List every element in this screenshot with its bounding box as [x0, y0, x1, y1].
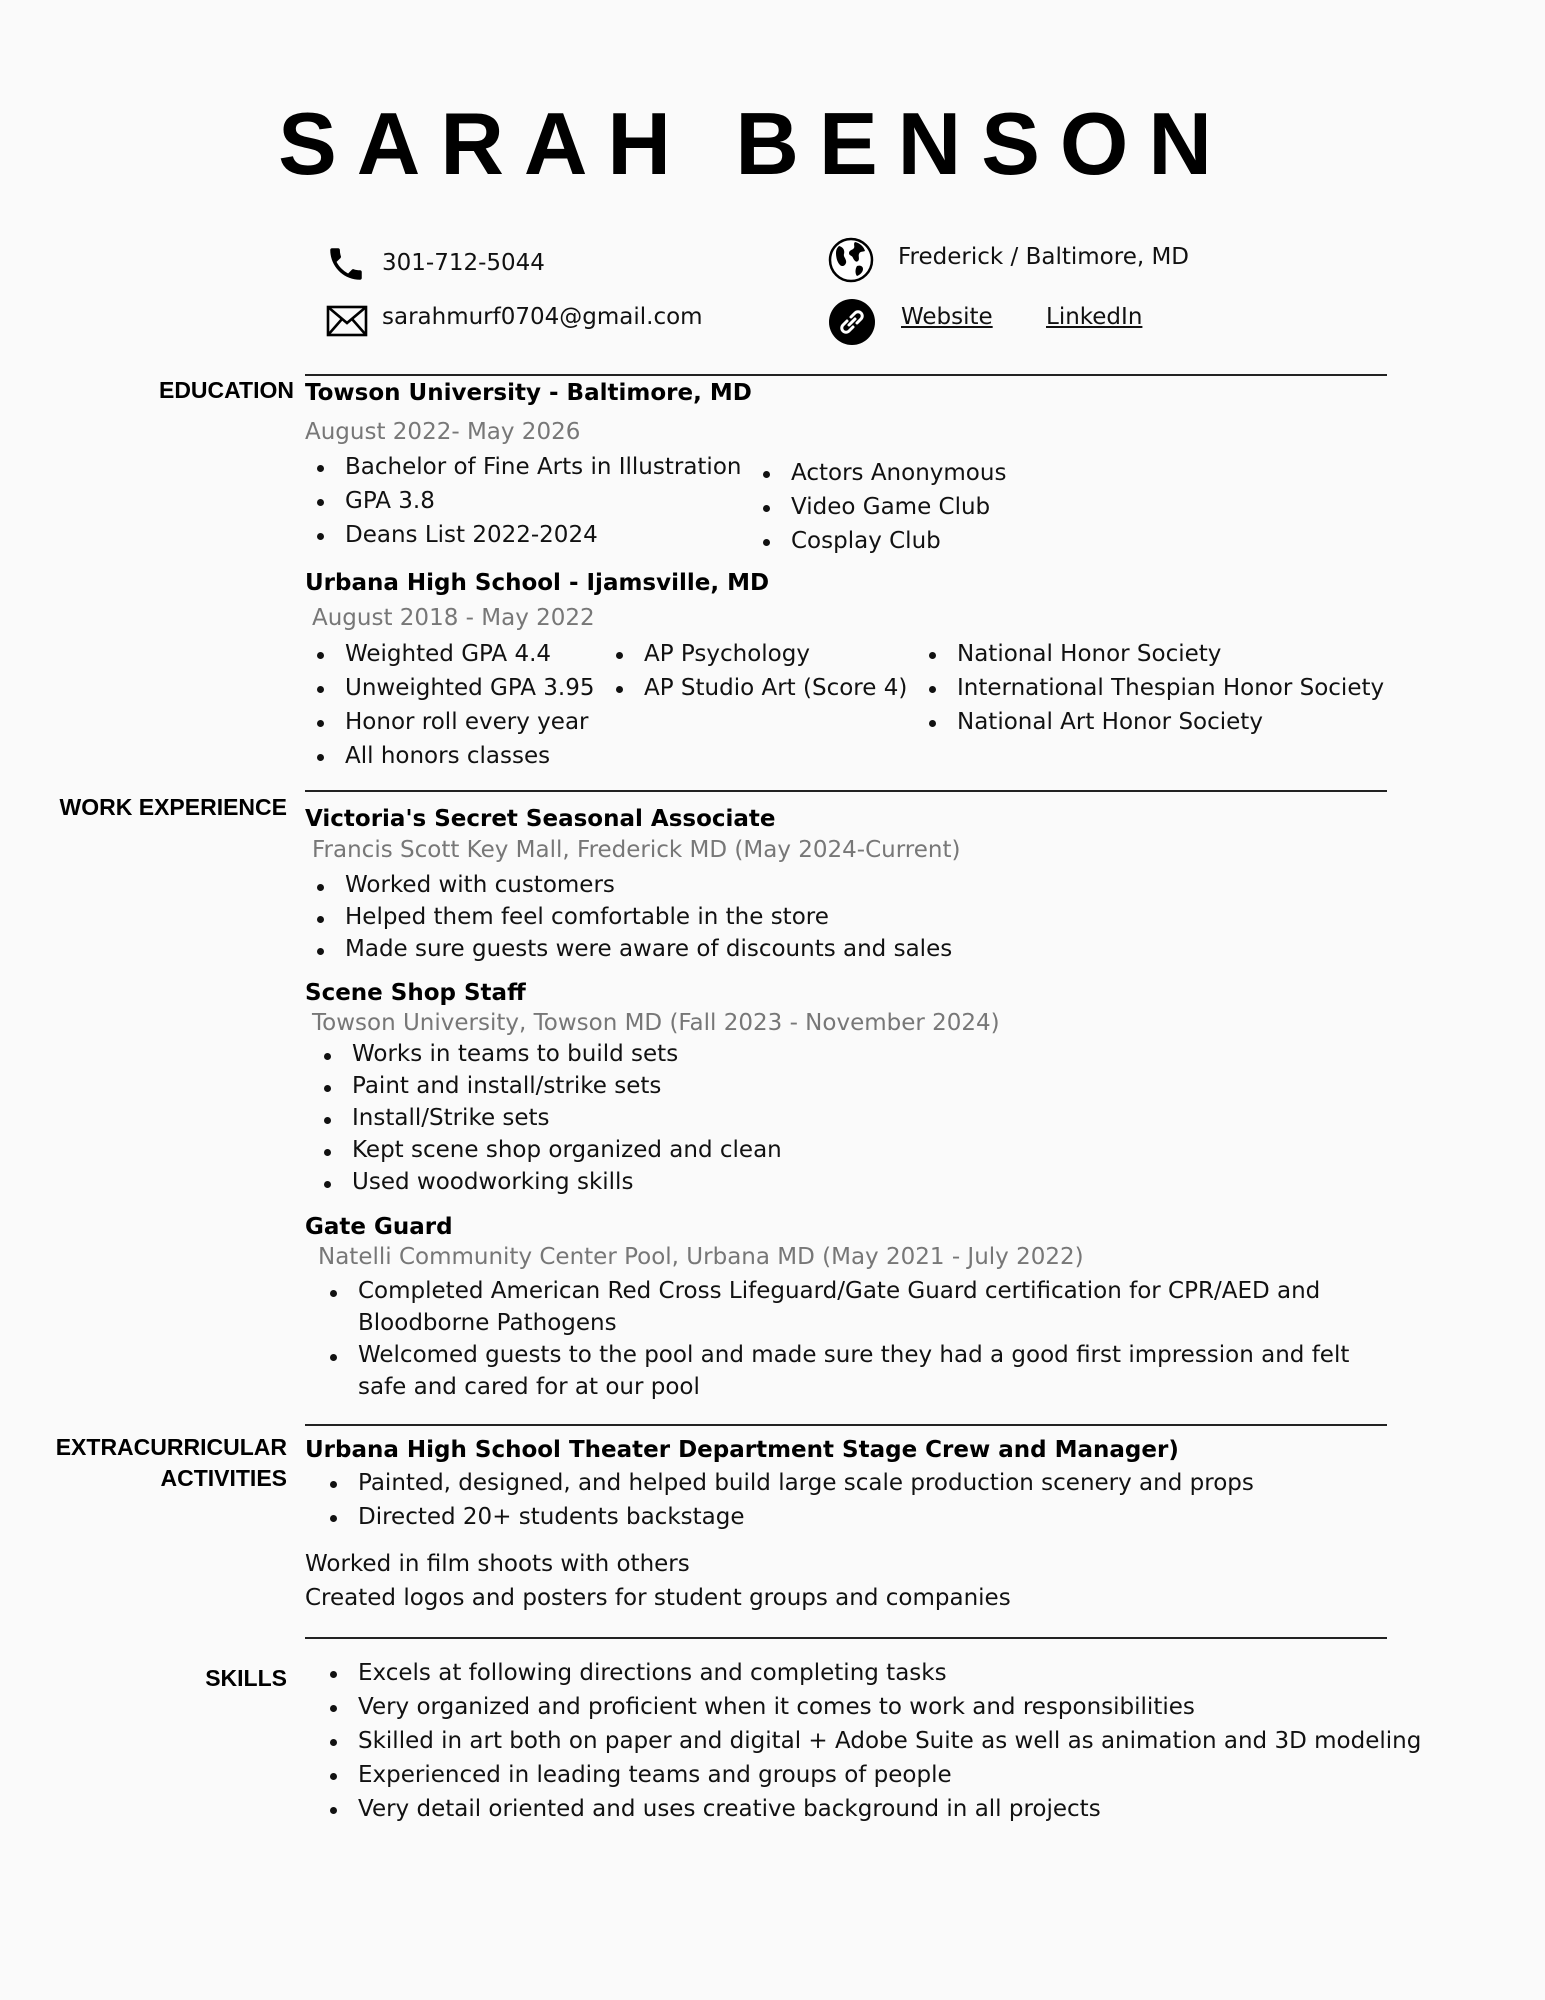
section-work: WORK EXPERIENCE — [59, 794, 287, 820]
list-item: National Honor Society — [917, 637, 1384, 671]
job-bullets — [312, 1038, 782, 1198]
list-item: Painted, designed, and helped build large scale production scenery and props — [318, 1466, 1254, 1500]
activity-line: Worked in film shoots with others — [305, 1551, 690, 1577]
website-link[interactable]: Website — [901, 304, 993, 330]
section-extracurricular — [0, 1432, 287, 1494]
activity-title: Urbana High School Theater Department Stage Crew and Manager) — [305, 1437, 1179, 1463]
job-title: Gate Guard — [305, 1214, 453, 1240]
envelope-icon — [326, 305, 368, 337]
section-label-line: EXTRACURRICULAR — [55, 1434, 287, 1460]
list-item: AP Psychology — [604, 637, 907, 671]
list-item: Experienced in leading teams and groups of people — [318, 1758, 1421, 1792]
location: Frederick / Baltimore, MD — [898, 244, 1190, 270]
divider — [305, 1637, 1387, 1639]
link-icon — [828, 298, 876, 346]
list-item: AP Studio Art (Score 4) — [604, 671, 907, 705]
list-item: Welcomed guests to the pool and made sure they had a good first impression and felt safe and cared for at our pool — [318, 1339, 1378, 1403]
list-item: Used woodworking skills — [312, 1166, 782, 1198]
list-item: Worked with customers — [305, 869, 952, 901]
list-item: Unweighted GPA 3.95 — [305, 671, 595, 705]
urbana-list-3 — [917, 637, 1384, 739]
list-item: International Thespian Honor Society — [917, 671, 1384, 705]
list-item: Excels at following directions and completing tasks — [318, 1656, 1421, 1690]
job-title: Scene Shop Staff — [305, 980, 526, 1006]
divider — [305, 790, 1387, 792]
list-item: Helped them feel comfortable in the store — [305, 901, 952, 933]
divider — [305, 1424, 1387, 1426]
job-title: Victoria's Secret Seasonal Associate — [305, 806, 776, 832]
email-address[interactable]: sarahmurf0704@gmail.com — [382, 304, 703, 330]
list-item: Completed American Red Cross Lifeguard/Gate Guard certification for CPR/AED and Bloodborne Pathogens — [318, 1275, 1378, 1339]
list-item: Install/Strike sets — [312, 1102, 782, 1134]
job-bullets — [318, 1275, 1378, 1403]
list-item: Skilled in art both on paper and digital + Adobe Suite as well as animation and 3D modeling — [318, 1724, 1421, 1758]
resume-name: SARAH BENSON — [278, 94, 1232, 193]
phone-number[interactable]: 301-712-5044 — [382, 250, 545, 276]
job-location: Natelli Community Center Pool, Urbana MD (May 2021 - July 2022) — [318, 1244, 1084, 1270]
list-item: Bachelor of Fine Arts in Illustration — [305, 450, 741, 484]
urbana-list-1 — [305, 637, 595, 773]
list-item: National Art Honor Society — [917, 705, 1384, 739]
job-location: Towson University, Towson MD (Fall 2023 - November 2024) — [312, 1010, 1000, 1036]
list-item: All honors classes — [305, 739, 595, 773]
list-item: Honor roll every year — [305, 705, 595, 739]
school-dates: August 2018 - May 2022 — [312, 605, 595, 631]
list-item: Made sure guests were aware of discounts and sales — [305, 933, 952, 965]
school-title: Towson University - Baltimore, MD — [305, 380, 752, 406]
list-item: Actors Anonymous — [751, 456, 1006, 490]
list-item: Kept scene shop organized and clean — [312, 1134, 782, 1166]
activity-bullets — [318, 1466, 1254, 1534]
list-item: Cosplay Club — [751, 524, 1006, 558]
list-item: Paint and install/strike sets — [312, 1070, 782, 1102]
school-dates: August 2022- May 2026 — [305, 419, 581, 445]
urbana-list-2 — [604, 637, 907, 705]
section-education: EDUCATION — [158, 377, 294, 403]
job-bullets — [305, 869, 952, 965]
school-title: Urbana High School - Ijamsville, MD — [305, 570, 770, 596]
towson-list-1 — [305, 450, 741, 552]
section-label-line: ACTIVITIES — [160, 1465, 287, 1492]
phone-icon — [325, 243, 367, 285]
section-skills: SKILLS — [205, 1665, 287, 1691]
list-item: Weighted GPA 4.4 — [305, 637, 595, 671]
globe-icon — [827, 236, 875, 284]
list-item: Very detail oriented and uses creative background in all projects — [318, 1792, 1421, 1826]
list-item: Deans List 2022-2024 — [305, 518, 741, 552]
list-item: Directed 20+ students backstage — [318, 1500, 1254, 1534]
towson-list-2 — [751, 456, 1006, 558]
job-location: Francis Scott Key Mall, Frederick MD (May 2024-Current) — [312, 837, 961, 863]
activity-line: Created logos and posters for student groups and companies — [305, 1585, 1011, 1611]
list-item: Video Game Club — [751, 490, 1006, 524]
list-item: Very organized and proficient when it comes to work and responsibilities — [318, 1690, 1421, 1724]
divider — [305, 374, 1387, 376]
skills-list — [318, 1656, 1421, 1826]
list-item: GPA 3.8 — [305, 484, 741, 518]
list-item: Works in teams to build sets — [312, 1038, 782, 1070]
linkedin-link[interactable]: LinkedIn — [1046, 304, 1143, 330]
